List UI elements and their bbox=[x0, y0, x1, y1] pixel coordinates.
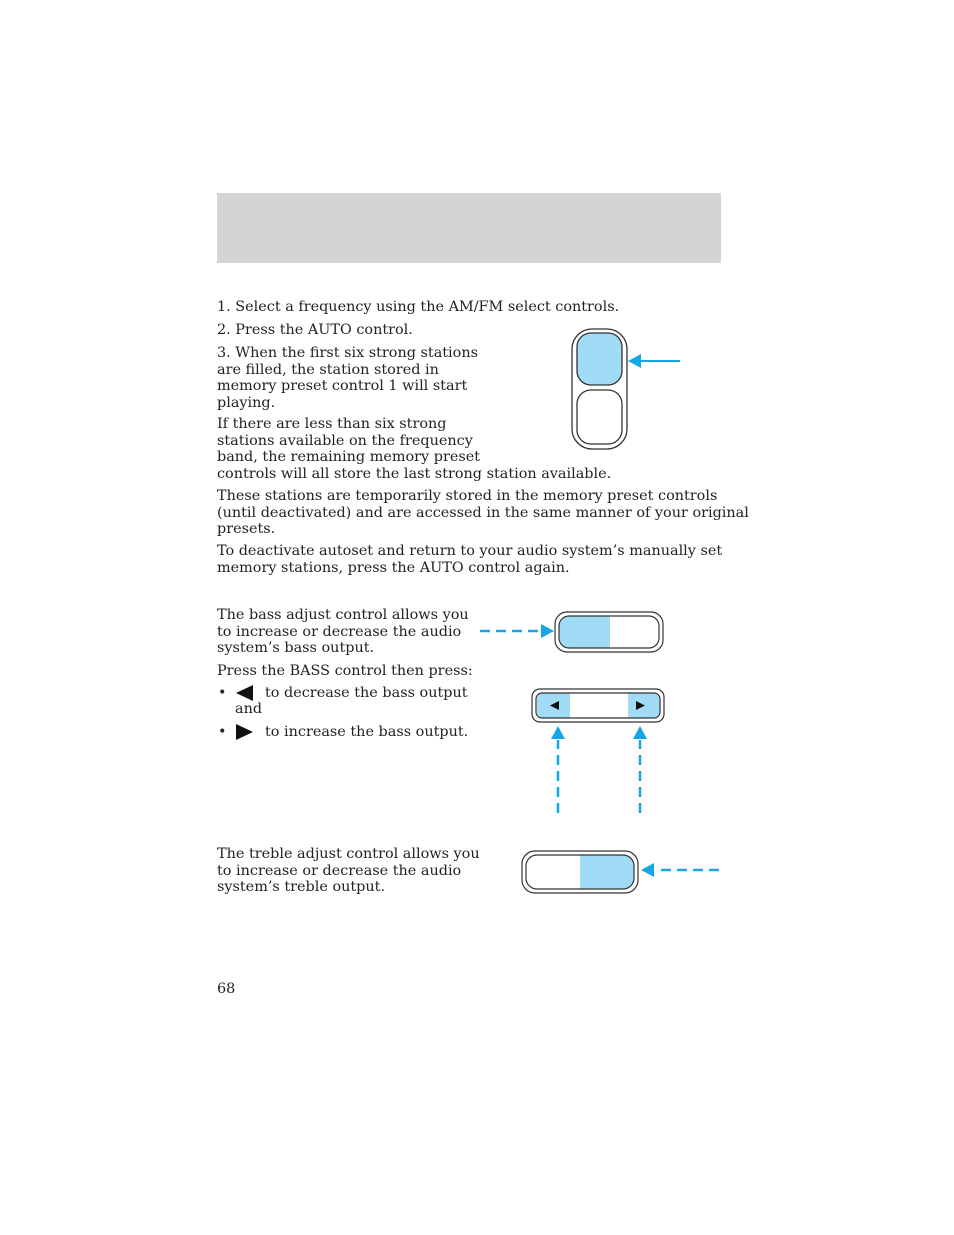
temporary-line-1: These stations are temporarily stored in the memory preset controls bbox=[217, 488, 718, 504]
temporary-line-3: presets. bbox=[217, 521, 276, 537]
decrease-pointer-arrow bbox=[551, 726, 565, 813]
bass-decrease-line-1: to decrease the bass output bbox=[265, 685, 468, 701]
step-2: 2. Press the AUTO control. bbox=[217, 322, 413, 338]
deactivate-note bbox=[217, 543, 722, 576]
auto-control-upper-button bbox=[577, 333, 622, 385]
bass-intro-line-1: The bass adjust control allows you bbox=[217, 607, 469, 623]
deactivate-line-2: memory stations, press the AUTO control again. bbox=[217, 559, 570, 576]
step-3-line-2: are filled, the station stored in bbox=[217, 361, 439, 378]
bass-increase-text: to increase the bass output. bbox=[265, 724, 469, 740]
treble-button bbox=[522, 851, 638, 893]
treble-intro-line-2: to increase or decrease the audio bbox=[217, 862, 462, 879]
bass-control-illustration bbox=[475, 605, 675, 820]
increase-pointer-arrow bbox=[633, 726, 647, 813]
fewer-line-1: If there are less than six strong bbox=[217, 416, 447, 432]
step-3 bbox=[217, 345, 478, 411]
bass-decrease-line-2: and bbox=[235, 701, 263, 717]
treble-intro-line-1: The treble adjust control allows you bbox=[217, 846, 480, 862]
bass-intro bbox=[217, 607, 469, 657]
temporary-line-2: (until deactivated) and are accessed in the same manner of your original bbox=[217, 504, 749, 521]
treble-pointer-arrow bbox=[641, 863, 719, 877]
auto-pointer-arrow bbox=[628, 354, 680, 368]
fewer-stations-note bbox=[217, 416, 611, 482]
auto-control-lower-button bbox=[577, 390, 622, 444]
bullet-decrease: • bbox=[218, 685, 227, 701]
treble-control-illustration bbox=[515, 845, 725, 900]
treble-intro bbox=[217, 846, 480, 896]
right-triangle-icon bbox=[235, 724, 255, 740]
deactivate-line-1: To deactivate autoset and return to your audio system’s manually set bbox=[217, 543, 723, 559]
step-3-line-1: 3. When the first six strong stations bbox=[217, 345, 478, 361]
step-3-line-4: playing. bbox=[217, 394, 276, 411]
bullet-increase: • bbox=[218, 724, 227, 740]
bass-intro-line-2: to increase or decrease the audio bbox=[217, 623, 462, 640]
bass-button bbox=[555, 612, 663, 652]
header-band bbox=[217, 193, 721, 263]
bass-pointer-arrow bbox=[480, 624, 554, 638]
step-3-line-3: memory preset control 1 will start bbox=[217, 378, 468, 394]
left-triangle-icon bbox=[235, 685, 255, 701]
fewer-line-2: stations available on the frequency bbox=[217, 432, 473, 449]
fewer-line-3: band, the remaining memory preset bbox=[217, 449, 481, 465]
bass-intro-line-3: system’s bass output. bbox=[217, 640, 375, 656]
bass-adjust-rocker bbox=[532, 689, 664, 722]
bass-press-instruction: Press the BASS control then press: bbox=[217, 663, 473, 679]
fewer-line-4: controls will all store the last strong station available. bbox=[217, 465, 612, 482]
page-number: 68 bbox=[217, 981, 236, 997]
step-1: 1. Select a frequency using the AM/FM select controls. bbox=[217, 299, 620, 315]
auto-control-illustration bbox=[560, 320, 690, 460]
treble-intro-line-3: system’s treble output. bbox=[217, 879, 386, 895]
temporary-note bbox=[217, 488, 749, 538]
